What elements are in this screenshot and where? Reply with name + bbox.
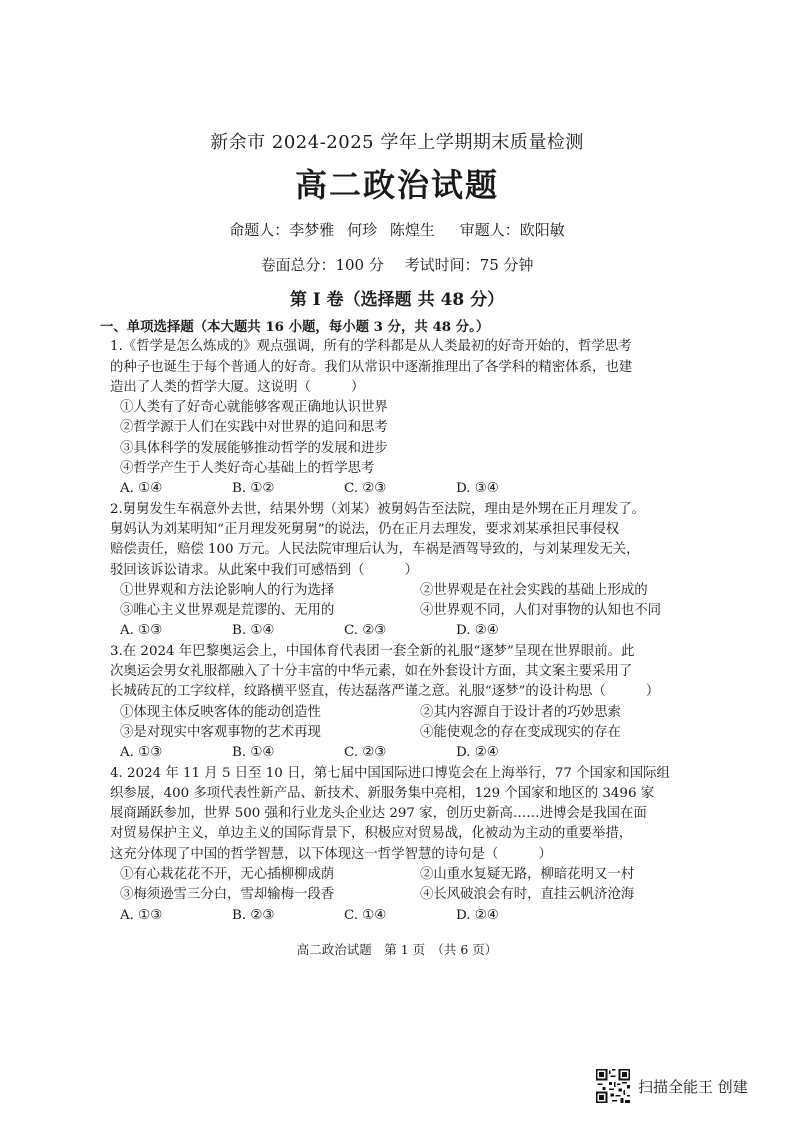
statement-option: ③是对现实中客观事物的艺术再现 xyxy=(120,724,321,740)
statement-option: ④能使观念的存在变成现实的存在 xyxy=(420,724,621,740)
author-label: 命题人：李梦雅 xyxy=(229,221,335,239)
choice-a: A. ①④ xyxy=(120,481,163,497)
choice-c: C. ②③ xyxy=(344,745,387,761)
choice-d: D. ②④ xyxy=(456,907,499,923)
statement-option: ④长风破浪会有时，直挂云帆济沧海 xyxy=(420,887,635,903)
choice-b: B. ①④ xyxy=(232,623,275,639)
section-title: 第 I 卷（选择题 共 48 分） xyxy=(289,290,505,310)
question-stem-line: 次奥运会男女礼服都融入了十分丰富的中华元素，如在外套设计方面，其文案主要采用了 xyxy=(110,664,633,680)
exam-title: 新余市 2024-2025 学年上学期期末质量检测 xyxy=(210,132,584,153)
statement-option: ②山重水复疑无路，柳暗花明又一村 xyxy=(420,867,635,883)
scanner-watermark xyxy=(596,1069,748,1103)
statement-option: ②世界观是在社会实践的基础上形成的 xyxy=(420,582,648,598)
question-4 xyxy=(110,764,750,926)
answer-choices xyxy=(110,479,750,499)
statement-option: ①有心栽花花不开，无心插柳柳成荫 xyxy=(120,867,335,883)
question-stem-line: 舅妈认为刘某明知“正月理发死舅舅”的说法，仍在正月去理发，要求刘某承担民事侵权 xyxy=(110,521,620,537)
question-stem-line: 的种子也诞生于每个普通人的好奇。我们从常识中逐渐推理出了各学科的精密体系，也建 xyxy=(110,359,633,375)
question-stem-line: 赔偿责任，赔偿 100 万元。人民法院审理后认为，车祸是酒驾导致的，与刘某理发无关， xyxy=(110,542,640,558)
question-1 xyxy=(110,337,750,499)
author-name: 陈煌生 xyxy=(389,221,435,239)
authors-line xyxy=(0,219,794,240)
question-2 xyxy=(110,500,750,642)
choice-a: A. ①③ xyxy=(120,623,163,639)
choice-b: B. ②③ xyxy=(232,907,275,923)
question-stem-line: 长城砖瓦的工字纹样，纹路横平竖直，传达磊落严谨之意。礼服“逐梦”的设计构思（ ） xyxy=(110,684,660,700)
question-stem-line: 驳回该诉讼请求。从此案中我们可感悟到（ ） xyxy=(110,562,418,578)
question-stem-line: 对贸易保护主义，单边主义的国际背景下，积极应对贸易战，化被动为主动的重要举措， xyxy=(110,826,633,842)
statement-option-row xyxy=(110,885,750,905)
statement-option: ③梅须逊雪三分白，雪却输梅一段香 xyxy=(120,887,335,903)
choice-d: D. ②④ xyxy=(456,623,499,639)
question-3 xyxy=(110,642,750,764)
exam-time: 考试时间：75 分钟 xyxy=(404,256,534,274)
choice-c: C. ②③ xyxy=(344,623,387,639)
page-footer: 高二政治试题 第 1 页 （共 6 页） xyxy=(296,942,498,957)
scanner-watermark-text: 扫描全能王 创建 xyxy=(638,1077,748,1096)
subject-title: 高二政治试题 xyxy=(294,166,499,204)
exam-meta xyxy=(0,254,794,275)
question-stem-line: 这充分体现了中国的哲学智慧，以下体现这一哲学智慧的诗句是（ ） xyxy=(110,846,552,862)
statement-option: ③唯心主义世界观是荒谬的、无用的 xyxy=(120,603,335,619)
question-stem-line: 造出了人类的哲学大厦。这说明（ ） xyxy=(110,379,365,395)
answer-choices xyxy=(110,906,750,926)
section-instructions: 一、单项选择题（本大题共 16 小题，每小题 3 分，共 48 分。） xyxy=(100,319,490,335)
statement-option: ④世界观不同，人们对事物的认知也不同 xyxy=(420,603,662,619)
statement-option-row xyxy=(110,601,750,621)
choice-a: A. ①③ xyxy=(120,745,163,761)
choice-b: B. ①④ xyxy=(232,745,275,761)
answer-choices xyxy=(110,621,750,641)
choice-a: A. ①③ xyxy=(120,907,163,923)
choice-d: D. ②④ xyxy=(456,745,499,761)
statement-option: ①世界观和方法论影响人的行为选择 xyxy=(120,582,335,598)
qr-code-icon xyxy=(596,1069,630,1103)
question-stem-line: 织参展，400 多项代表性新产品、新技术、新服务集中亮相，129 个国家和地区的 3496 家 xyxy=(110,785,655,801)
statement-option: ①人类有了好奇心就能够客观正确地认识世界 xyxy=(120,400,388,416)
statement-option-row xyxy=(110,581,750,601)
statement-option: ③具体科学的发展能够推动哲学的发展和进步 xyxy=(120,440,388,456)
choice-c: C. ①④ xyxy=(344,907,387,923)
total-score: 卷面总分：100 分 xyxy=(260,256,384,274)
question-stem-line: 2.舅舅发生车祸意外去世，结果外甥（刘某）被舅妈告至法院，理由是外甥在正月理发了。 xyxy=(110,501,646,517)
statement-option: ②其内容源自于设计者的巧妙思索 xyxy=(420,704,621,720)
statement-option: ④哲学产生于人类好奇心基础上的哲学思考 xyxy=(120,461,375,477)
question-stem-line: 3.在 2024 年巴黎奥运会上，中国体育代表团一套全新的礼服“逐梦”呈现在世界眼前。此 xyxy=(110,643,635,659)
reviewer-label: 审题人：欧阳敏 xyxy=(459,221,565,239)
choice-b: B. ①② xyxy=(232,481,275,497)
statement-option: ①体现主体反映客体的能动创造性 xyxy=(120,704,321,720)
question-content xyxy=(100,317,750,926)
question-stem-line: 4. 2024 年 11 月 5 日至 10 日，第七届中国国际进口博览会在上海举行，77 个国家和国际组 xyxy=(110,765,670,781)
statement-option-row xyxy=(110,865,750,885)
author-name: 何珍 xyxy=(347,221,378,239)
statement-option-row xyxy=(110,703,750,723)
choice-c: C. ②③ xyxy=(344,481,387,497)
question-stem-line: 展商踊跃参加，世界 500 强和行业龙头企业达 297 家，创历史新高……进博会是我国在面 xyxy=(110,806,647,822)
statement-option-row xyxy=(110,723,750,743)
choice-d: D. ③④ xyxy=(456,481,499,497)
question-stem-line: 1.《哲学是怎么炼成的》观点强调，所有的学科都是从人类最初的好奇开始的，哲学思考 xyxy=(110,339,632,355)
statement-option: ②哲学源于人们在实践中对世界的追问和思考 xyxy=(120,420,388,436)
answer-choices xyxy=(110,743,750,763)
